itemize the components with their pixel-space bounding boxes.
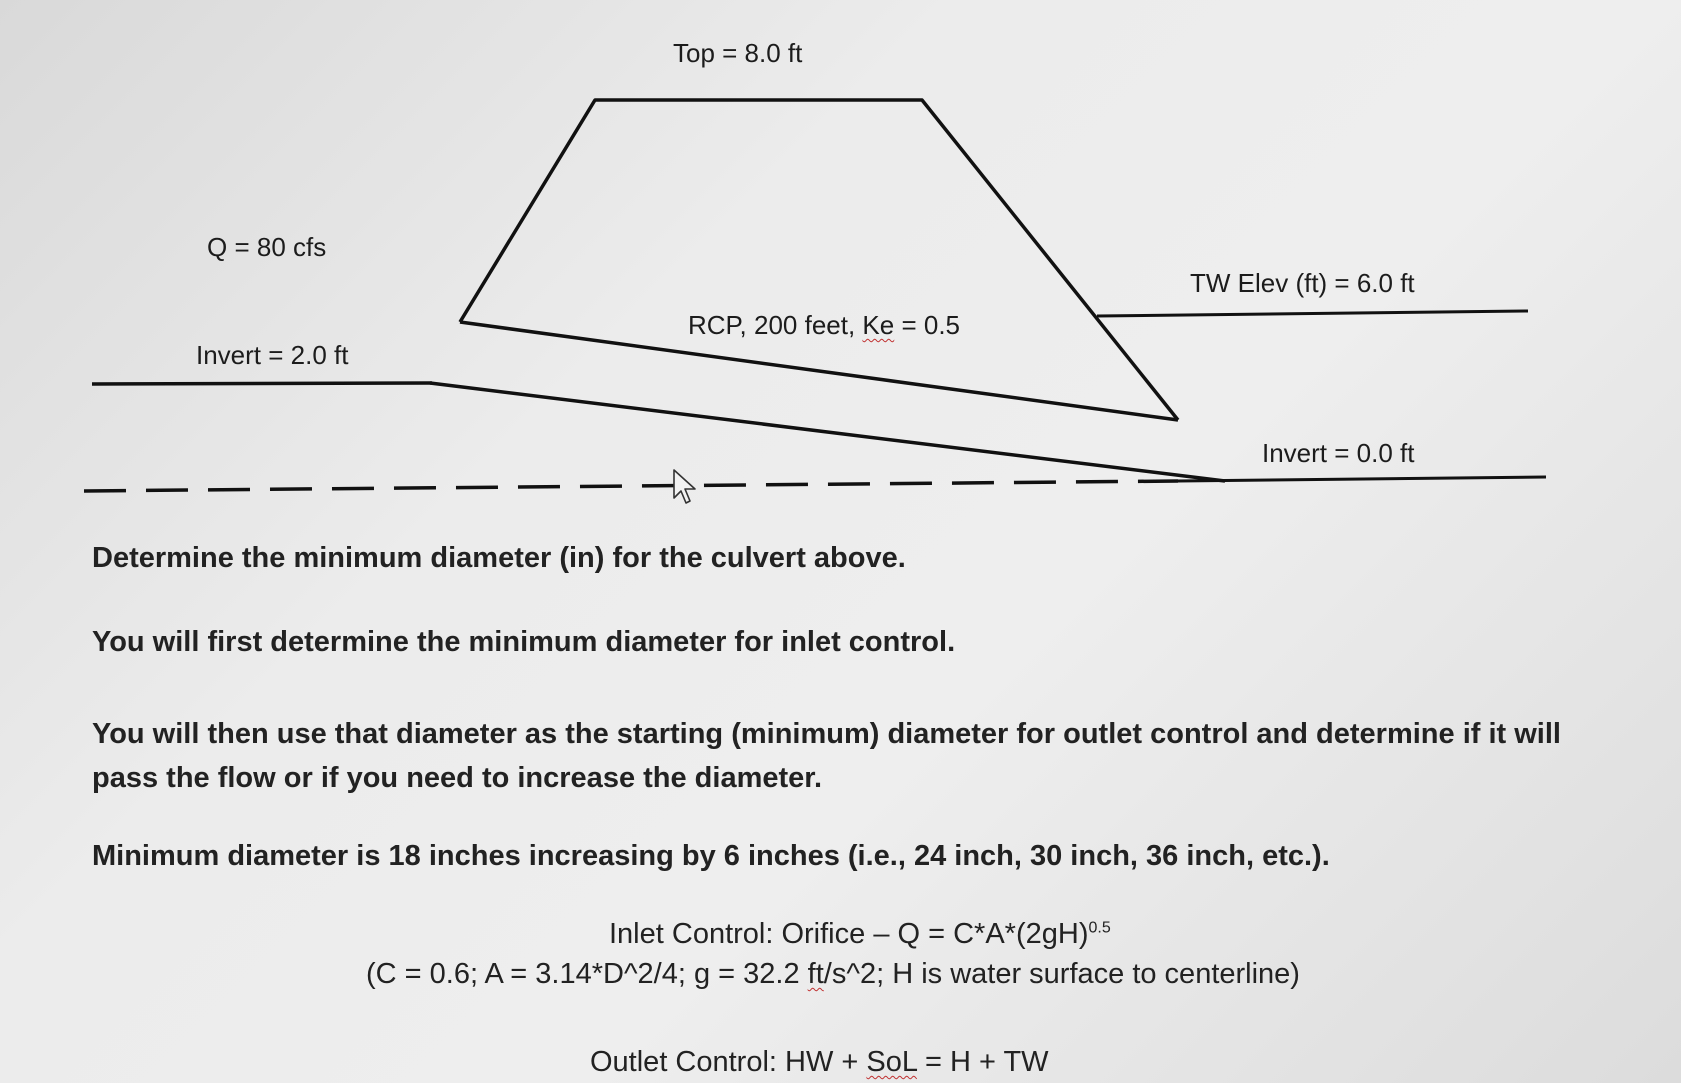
- pipe-label-prefix: RCP, 200 feet,: [688, 310, 863, 340]
- outlet-eq-b: = H + TW: [916, 1046, 1049, 1078]
- upstream-channel-line: [92, 383, 432, 384]
- outlet-control-equation: [590, 1046, 1049, 1079]
- question-paragraph: Determine the minimum diameter (in) for the culvert above.: [92, 542, 906, 574]
- downstream-invert-line: [1178, 477, 1546, 481]
- tailwater-line: [1097, 311, 1528, 316]
- inlet-parameters: [366, 958, 1300, 991]
- inlet-params-ft: ft: [807, 958, 824, 990]
- inlet-equation-exponent: 0.5: [1088, 919, 1111, 937]
- flow-label: Q = 80 cfs: [207, 232, 327, 262]
- pipe-label-ke: Ke: [862, 310, 895, 340]
- datum-dashed-line: [84, 481, 1178, 491]
- inlet-control-equation: [609, 918, 1111, 951]
- diameter-note-paragraph: Minimum diameter is 18 inches increasing by 6 inches (i.e., 24 inch, 30 inch, 36 inch, etc.).: [92, 840, 1330, 872]
- mouse-pointer-icon: [672, 468, 698, 506]
- pipe-label: [688, 310, 960, 341]
- outlet-instruction-paragraph: You will then use that diameter as the starting (minimum) diameter for outlet control and determine if it will pass the flow or if you need to increase the diameter.: [92, 718, 1561, 794]
- inlet-instruction-paragraph: You will first determine the minimum diameter for inlet control.: [92, 626, 956, 658]
- outlet-eq-sol: SoL: [866, 1046, 917, 1078]
- inlet-params-a: (C = 0.6; A = 3.14*D^2/4; g = 32.2: [366, 958, 808, 990]
- top-elevation-label: Top = 8.0 ft: [673, 38, 803, 68]
- pipe-label-suffix: = 0.5: [894, 310, 961, 340]
- culvert-bottom-line: [430, 383, 1225, 481]
- outlet-invert-label: Invert = 0.0 ft: [1262, 438, 1415, 468]
- tailwater-label: TW Elev (ft) = 6.0 ft: [1190, 268, 1415, 298]
- inlet-params-b: /s^2; H is water surface to centerline): [823, 958, 1300, 990]
- inlet-invert-label: Invert = 2.0 ft: [196, 340, 349, 370]
- outlet-eq-a: Outlet Control: HW +: [590, 1046, 867, 1078]
- inlet-equation-text: Inlet Control: Orifice – Q = C*A*(2gH): [609, 918, 1089, 950]
